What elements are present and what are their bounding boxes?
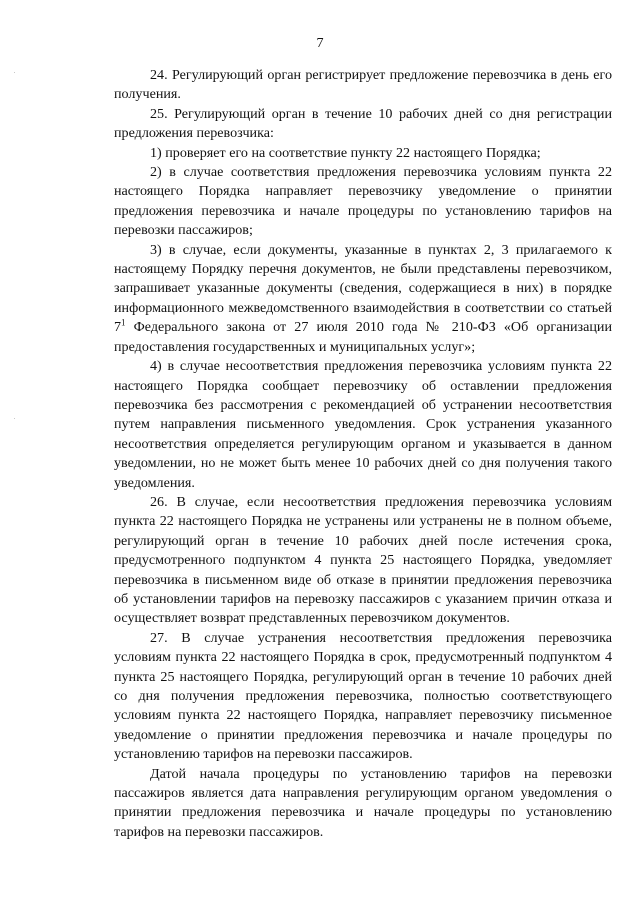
paragraph-25-item-3 xyxy=(114,241,612,357)
paragraph-25-item-2: 2) в случае соответствия предложения перевозчика условиям пункта 22 настоящего Порядка направляет перевозчику уведомление о принятии предложения перевозчика и начале процедуры по установлению тарифов на перевозки пассажиров; xyxy=(114,164,612,239)
paragraph-24: 24. Регулирующий орган регистрирует предложение перевозчика в день его получения. xyxy=(114,67,612,103)
paragraph-27: 27. В случае устранения несоответствия предложения перевозчика условиям пункта 22 настоящего Порядка в срок, предусмотренный подпунктом 4 пункта 25 настоящего Порядка, регулирующий орган в течение 10 рабочих дней со дня получения предложения перевозчика, полностью соответствующего условиям пункта 22 настоящего Порядка, направляет перевозчику письменное уведомление о принятии предложения перевозчика и начале процедуры по установлению тарифов на перевозки пассажиров. xyxy=(114,629,612,763)
scan-margin-mark xyxy=(14,418,15,419)
superscript-article: 1 xyxy=(121,317,126,328)
document-body xyxy=(114,66,612,842)
scan-margin-mark xyxy=(14,72,15,73)
paragraph-26: 26. В случае, если несоответствия предложения перевозчика условиям пункта 22 настоящего Порядка не устранены или устранены не в полном объеме, регулирующий орган в течение 10 рабочих дней после истечения срока, предусмотренного подпунктом 4 пункта 25 настоящего Порядка, уведомляет перевозчика в письменном виде об отказе в принятии предложения перевозчика об установлении тарифов на перевозку пассажиров с указанием причин отказа и осуществляет возврат представленных перевозчиком документов. xyxy=(114,493,612,627)
paragraph-start-date: Датой начала процедуры по установлению тарифов на перевозки пассажиров является дата направления регулирующим органом уведомления о принятии предложения перевозчика и начале процедуры по установлению тарифов на перевозки пассажиров. xyxy=(114,765,612,840)
paragraph-25-item-4: 4) в случае несоответствия предложения перевозчика условиям пункта 22 настоящего Порядка сообщает перевозчику об оставлении предложения перевозчика без рассмотрения с рекомендацией об устранении несоответствия путем направления письменного уведомления. Срок устранения указанного несоответствия определяется регулирующим органом и указывается в данном уведомлении, но не может быть менее 10 рабочих дней со дня получения такого уведомления. xyxy=(114,358,612,491)
page-number: 7 xyxy=(316,35,324,51)
paragraph-25-item-1: 1) проверяет его на соответствие пункту 22 настоящего Порядка; xyxy=(150,144,541,161)
paragraph-25-item-3-text: 3) в случае, если документы, указанные в пунктах 2, 3 прилагаемого к настоящему Порядку перечня документов, не были представлены перевозчиком, запрашивает указанные документы (сведения, содержащиеся в них) в порядке информационного межведомственного взаимодействия в соответствии со статьей 7 xyxy=(114,241,612,336)
paragraph-25-item-3-text-end: Федерального закона от 27 июля 2010 года № 210-ФЗ «Об организации предоставления государственных и муниципальных услуг»; xyxy=(114,319,612,355)
paragraph-25: 25. Регулирующий орган в течение 10 рабочих дней со дня регистрации предложения перевозчика: xyxy=(114,105,612,142)
